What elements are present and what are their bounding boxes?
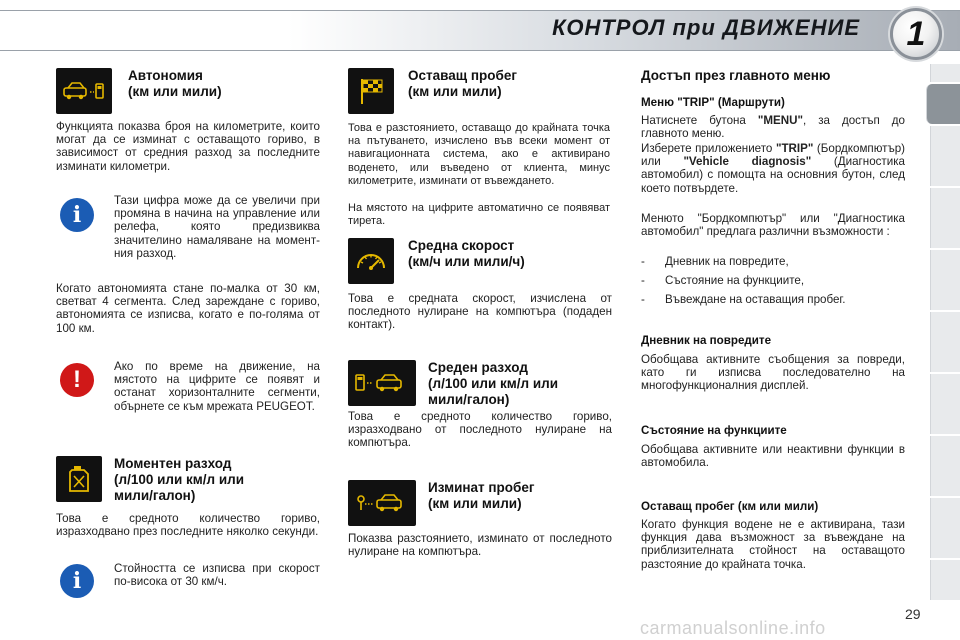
page-number: 29 xyxy=(905,606,921,622)
distance-title-1: Изминат пробег xyxy=(428,480,535,495)
side-tab[interactable] xyxy=(930,250,960,310)
remaining-distance-heading: Оставащ пробег (км или мили) xyxy=(641,500,819,513)
fault-log-heading: Дневник на повредите xyxy=(641,334,772,347)
avg-consumption-text: Това е средното количество гориво, изразходвано от последното нулиране на компютъра. xyxy=(348,410,612,450)
main-menu-title: Достъп през главното меню xyxy=(641,68,831,83)
watermark: carmanualsonline.info xyxy=(640,618,826,638)
side-tab[interactable] xyxy=(930,64,960,82)
fault-log-text: Обобщава активните съобщения за повреди, като ги изписва последователно на многофункционалния дисплей. xyxy=(641,353,905,393)
instant-title-1: Моментен разход xyxy=(114,456,232,471)
function-status-text: Обобщава активните или неактивни функции в автомобила. xyxy=(641,443,905,470)
trip-menu-list xyxy=(641,255,905,307)
remaining-title-2: (км или мили) xyxy=(408,84,502,99)
car-distance-icon xyxy=(348,480,416,526)
info-icon xyxy=(60,564,94,598)
side-tab[interactable] xyxy=(930,126,960,186)
function-status-heading: Състояние на функциите xyxy=(641,424,787,437)
fuel-can-icon xyxy=(56,456,102,502)
instant-title-3: мили/галон) xyxy=(114,488,196,503)
section-autonomy xyxy=(56,68,222,114)
avg-consumption-title-3: мили/галон) xyxy=(428,392,510,407)
remaining-text-1: Това е разстоянието, оставащо до крайната точка на пътуването, изчислено във всеки момент от навигационната система, ако е активирано воденето, или въведено от клиента, минус километрите, изминати от въвеждането. xyxy=(348,122,610,187)
remaining-distance-text: Когато функция водене не е активирана, тази функция дава възможност за въвеждане на приблизителната стойност на оставащото разстояние до крайната точка. xyxy=(641,518,905,571)
list-item: - Дневник на повредите, xyxy=(641,255,789,268)
trip-menu-p2: Изберете приложението "TRIP" (Бордкомпютър) или "Vehicle diagnosis" (Диагностика автомобил) с помощта на основния бутон, след което потвърдете. xyxy=(641,142,905,195)
chapter-badge xyxy=(890,8,942,60)
trip-menu-p3: Менюто "Бордкомпютър" или "Диагностика автомобил" предлага различни възможности : xyxy=(641,212,905,239)
info-text-2: Стойността се изписва при скорост по-висока от 30 км/ч. xyxy=(114,562,320,589)
info-icon xyxy=(60,198,94,232)
info-glyph: i xyxy=(72,202,82,228)
side-tab[interactable] xyxy=(930,312,960,372)
side-tab[interactable] xyxy=(930,498,960,558)
chapter-number: 1 xyxy=(906,14,926,53)
checkered-flag-icon xyxy=(348,68,394,114)
list-item: - Въвеждане на оставащия пробег. xyxy=(641,293,846,307)
distance-title-2: (км или мили) xyxy=(428,496,522,511)
section-distance-travelled xyxy=(348,480,535,526)
avg-speed-title-1: Средна скорост xyxy=(408,238,515,253)
section-average-consumption xyxy=(348,360,558,408)
side-tab-active[interactable] xyxy=(926,84,960,124)
instant-title-2: (л/100 или км/л или xyxy=(114,472,245,487)
warning-text: Ако по време на движение, на мястото на цифрите се появят и останат хоризонталните сегменти, обърнете се към мрежата PEUGEOT. xyxy=(114,360,320,413)
autonomy-title-2: (км или мили) xyxy=(128,84,222,99)
info-glyph: i xyxy=(72,568,82,594)
avg-consumption-title-1: Среден разход xyxy=(428,360,528,375)
section-remaining-distance xyxy=(348,68,517,114)
section-average-speed xyxy=(348,238,525,284)
side-tab[interactable] xyxy=(930,560,960,600)
autonomy-note: Когато автономията стане по-малка от 30 км, светват 4 сегмента. След зареждане с гориво, автономията се изписва, когато е по-голяма от 100 км. xyxy=(56,282,320,335)
side-tab[interactable] xyxy=(930,188,960,248)
trip-menu-heading: Меню "TRIP" (Маршрути) xyxy=(641,96,785,109)
avg-speed-text: Това е средната скорост, изчислена от последното нулиране на компютъра (подаден контакт). xyxy=(348,292,612,332)
header-line-bottom xyxy=(0,50,960,51)
distance-text: Показва разстоянието, изминато от последното нулиране на компютъра. xyxy=(348,532,612,559)
fuel-pump-car-icon xyxy=(348,360,416,406)
autonomy-title-1: Автономия xyxy=(128,68,203,83)
side-tab[interactable] xyxy=(930,374,960,434)
header-line-top xyxy=(0,10,960,11)
avg-consumption-title-2: (л/100 или км/л или xyxy=(428,376,559,391)
list-item: - Състояние на функциите, xyxy=(641,274,805,288)
remaining-title-1: Оставащ пробег xyxy=(408,68,518,83)
section-instant-consumption xyxy=(56,456,244,504)
avg-speed-title-2: (км/ч или мили/ч) xyxy=(408,254,525,269)
warning-glyph: ! xyxy=(73,366,81,393)
warning-icon xyxy=(60,363,94,397)
instant-text: Това е средното количество гориво, изразходвано през последните няколко секунди. xyxy=(56,512,320,539)
speedometer-icon xyxy=(348,238,394,284)
page-title: КОНТРОЛ при ДВИЖЕНИЕ xyxy=(552,15,860,40)
side-tab[interactable] xyxy=(930,436,960,496)
remaining-text-2: На мястото на цифрите автоматично се появяват тирета. xyxy=(348,202,610,228)
autonomy-text: Функцията показва броя на километрите, които могат да се изминат с оставащото гориво, в зависимост от средния разход за последните изминати километри. xyxy=(56,120,320,173)
info-text-1: Тази цифра може да се увеличи при промяна в начина на управление или релефа, която предизвиква значителино намаляване на момент-ния разход. xyxy=(114,194,320,260)
trip-menu-p1: Натиснете бутона "MENU", за достъп до главното меню. xyxy=(641,114,905,141)
fuel-pump-car-icon xyxy=(56,68,112,114)
